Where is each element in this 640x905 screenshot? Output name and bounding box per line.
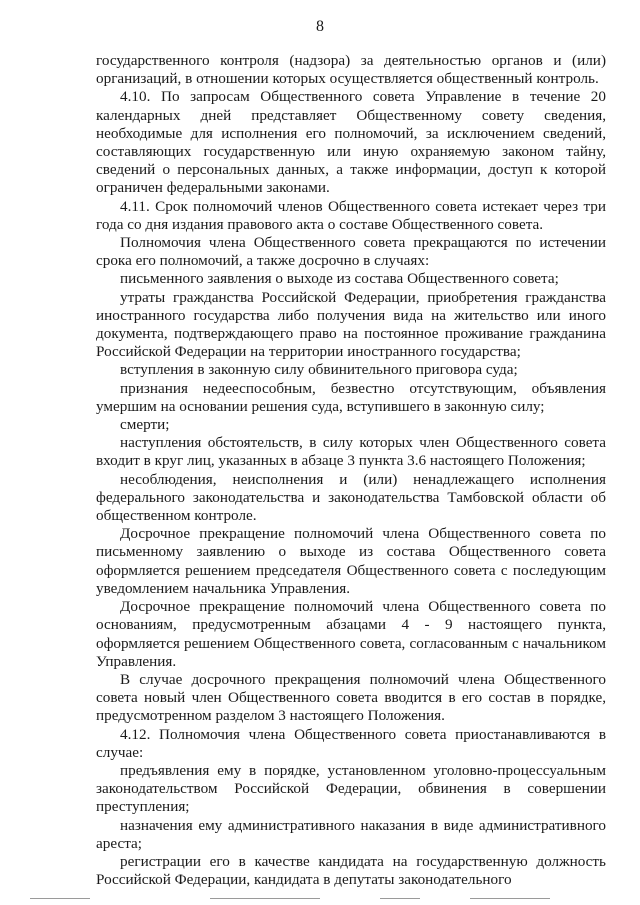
scan-artifact-lines: [0, 898, 640, 902]
list-paragraph: несоблюдения, неисполнения и (или) ненадлежащего исполнения федерального законодательства и законодательства Тамбовской области об общественном контроле.: [96, 470, 606, 525]
paragraph: Досрочное прекращение полномочий члена Общественного совета по основаниям, предусмотренным абзацами 4 - 9 настоящего пункта, оформляется решением Общественного совета, согласованным с начальником Управления.: [96, 598, 606, 670]
paragraph: Полномочия члена Общественного совета прекращаются по истечении срока его полномочий, а также досрочно в случаях:: [96, 234, 606, 270]
paragraph: государственного контроля (надзора) за деятельностью органов и (или) организаций, в отношении которых осуществляется общественный контроль.: [96, 52, 606, 88]
paragraph: Досрочное прекращение полномочий члена Общественного совета по письменному заявлению о выходе из состава Общественного совета оформляется решением председателя Общественного совета с последующим уведомлением начальника Управления.: [96, 525, 606, 597]
list-paragraph: вступления в законную силу обвинительного приговора суда;: [120, 361, 518, 379]
list-paragraph: назначения ему административного наказания в виде административного ареста;: [96, 816, 606, 852]
list-paragraph: наступления обстоятельств, в силу которых член Общественного совета входит в круг лиц, указанных в абзаце 3 пункта 3.6 настоящего Положения;: [96, 434, 606, 470]
list-paragraph: письменного заявления о выходе из состава Общественного совета;: [120, 270, 559, 288]
paragraph: 4.11. Срок полномочий членов Общественного совета истекает через три года со дня издания правового акта о составе Общественного совета.: [96, 197, 606, 233]
paragraph: 4.12. Полномочия члена Общественного совета приостанавливаются в случае:: [96, 725, 606, 761]
list-paragraph: регистрации его в качестве кандидата на государственную должность Российской Федерации, кандидата в депутаты законодательного: [96, 852, 606, 889]
page-number: 8: [316, 18, 324, 35]
list-paragraph: смерти;: [120, 416, 170, 434]
paragraph: В случае досрочного прекращения полномочий члена Общественного совета новый член Общественного совета вводится в его состав в порядке, предусмотренном разделом 3 настоящего Положения.: [96, 670, 606, 725]
document-body: [96, 52, 606, 889]
paragraph: 4.10. По запросам Общественного совета Управление в течение 20 календарных дней представляет Общественному совету сведения, необходимые для исполнения его полномочий, за исключением сведений, составляющих государственную или иную охраняемую законом тайну, сведений о персональных данных, а также информации, доступ к которой ограничен федеральными законами.: [96, 88, 606, 197]
list-paragraph: предъявления ему в порядке, установленном уголовно-процессуальным законодательством Российской Федерации, обвинения в совершении преступления;: [96, 761, 606, 816]
list-paragraph: признания недееспособным, безвестно отсутствующим, объявления умершим на основании решения суда, вступившего в законную силу;: [96, 379, 606, 415]
list-paragraph: утраты гражданства Российской Федерации, приобретения гражданства иностранного государства либо получения вида на жительство или иного документа, подтверждающего право на постоянное проживание гражданина Российской Федерации на территории иностранного государства;: [96, 288, 606, 361]
